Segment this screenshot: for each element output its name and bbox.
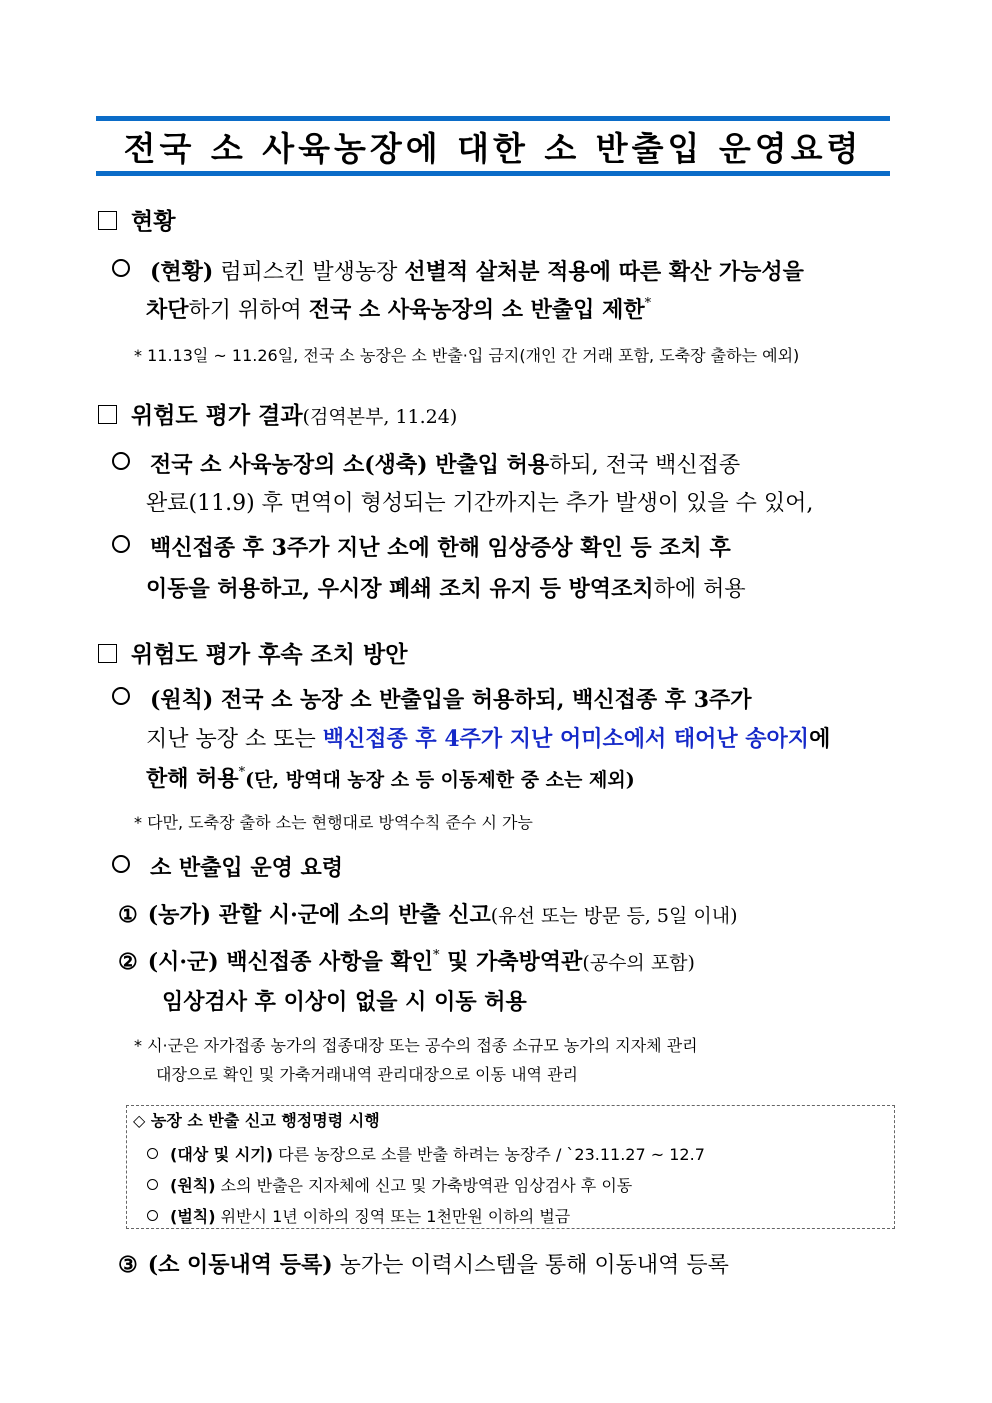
admin-order-box <box>126 1105 895 1229</box>
followup-item1-line3: 한해 허용*(단, 방역대 농장 소 등 이동제한 중 소는 제외) <box>146 765 635 792</box>
followup-item1-line2: 지난 농장 소 또는 백신접종 후 4주가 지난 어미소에서 태어난 송아지에 <box>146 726 831 752</box>
hollow-bullet-icon <box>147 1148 158 1159</box>
checkbox-square-icon <box>98 644 117 663</box>
circle-bullet-icon <box>112 452 130 470</box>
step-2-note-line2: 대장으로 확인 및 가축거래내역 관리대장으로 이동 내역 관리 <box>156 1065 579 1084</box>
section-heading-followup: 위험도 평가 후속 조치 방안 <box>98 636 407 669</box>
step-1: ① (농가) 관할 시·군에 소의 반출 신고(유선 또는 방문 등, 5일 이내) <box>118 902 738 928</box>
followup-item2: 소 반출입 운영 요령 <box>112 851 343 882</box>
page-title: 전국 소 사육농장에 대한 소 반출입 운영요령 <box>123 128 863 168</box>
admin-order-row-target: (대상 및 시기) 다른 농장으로 소를 반출 하려는 농장주 / `23.11.27 ~ 12.7 <box>135 1142 705 1165</box>
followup-note1: * 다만, 도축장 출하 소는 현행대로 방역수칙 준수 시 가능 <box>134 813 533 832</box>
risk-item2-line1: 백신접종 후 3주가 지난 소에 한해 임상증상 확인 등 조치 후 <box>112 531 731 562</box>
checkbox-square-icon <box>98 405 117 424</box>
title-banner <box>96 116 890 176</box>
section-heading-risk-result: 위험도 평가 결과(검역본부, 11.24) <box>98 397 457 430</box>
status-item-line2: 차단하기 위하여 전국 소 사육농장의 소 반출입 제한* <box>146 296 652 323</box>
step-2-line1: ② (시·군) 백신접종 사항을 확인* 및 가축방역관(공수의 포함) <box>118 948 695 975</box>
step-3: ③ (소 이동내역 등록) 농가는 이력시스템을 통해 이동내역 등록 <box>118 1252 729 1278</box>
checkbox-square-icon <box>98 211 117 230</box>
followup-item1-line1: (원칙) 전국 소 농장 소 반출입을 허용하되, 백신접종 후 3주가 <box>112 683 752 714</box>
admin-order-row-penalty: (벌칙) 위반시 1년 이하의 징역 또는 1천만원 이하의 벌금 <box>135 1204 570 1227</box>
hollow-bullet-icon <box>147 1179 158 1190</box>
admin-order-row-principle: (원칙) 소의 반출은 지자체에 신고 및 가축방역관 임상검사 후 이동 <box>135 1173 632 1196</box>
risk-item2-line2: 이동을 허용하고, 우시장 폐쇄 조치 유지 등 방역조치하에 허용 <box>146 576 746 602</box>
risk-item1-line1: 전국 소 사육농장의 소(생축) 반출입 허용하되, 전국 백신접종 <box>112 448 740 479</box>
circle-bullet-icon <box>112 535 130 553</box>
step-2-line2: 임상검사 후 이상이 없을 시 이동 허용 <box>162 989 527 1015</box>
hollow-bullet-icon <box>147 1210 158 1221</box>
risk-item1-line2: 완료(11.9) 후 면역이 형성되는 기간까지는 추가 발생이 있을 수 있어, <box>146 491 814 516</box>
circle-bullet-icon <box>112 687 130 705</box>
circle-bullet-icon <box>112 259 130 277</box>
step-2-note-line1: * 시·군은 자가접종 농가의 접종대장 또는 공수의 접종 소규모 농가의 지자체 관리 <box>134 1036 698 1055</box>
section-heading-status: 현황 <box>98 203 175 236</box>
status-note: * 11.13일 ~ 11.26일, 전국 소 농장은 소 반출·입 금지(개인 간 거래 포함, 도축장 출하는 예외) <box>134 346 800 365</box>
status-item-line1: (현황) 럼피스킨 발생농장 선별적 살처분 적용에 따른 확산 가능성을 <box>112 255 804 286</box>
admin-order-title: ◇ 농장 소 반출 신고 행정명령 시행 <box>133 1111 380 1130</box>
circle-bullet-icon <box>112 855 130 873</box>
